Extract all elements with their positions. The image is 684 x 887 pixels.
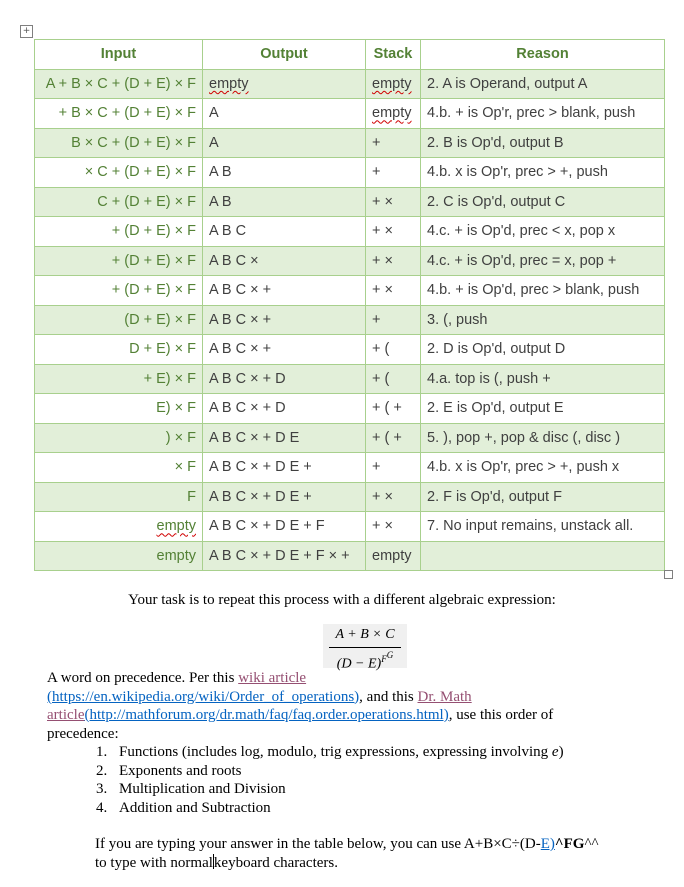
input-cell-text: A + B × C + (D + E) × F	[45, 75, 196, 92]
input-cell[interactable]	[35, 541, 203, 571]
typing-note-line2b: keyboard characters.	[213, 854, 339, 871]
drmath-link-article[interactable]: article	[47, 707, 85, 723]
stack-cell-text: + ( +	[372, 429, 402, 446]
table-row	[35, 276, 665, 306]
input-cell-text: (D + E) × F	[124, 311, 196, 328]
header-input: Input	[35, 40, 203, 70]
typing-note-caret: ^FG^^	[554, 836, 599, 852]
stack-cell-text: +	[372, 134, 381, 151]
table-resize-handle[interactable]	[664, 570, 673, 579]
reason-cell-text: 2. E is Op'd, output E	[427, 400, 564, 417]
reason-cell-text: 2. C is Op'd, output C	[427, 193, 566, 210]
drmath-url-link[interactable]: (http://mathforum.org/dr.math/faq/faq.order.operations.html)	[84, 707, 449, 723]
table-move-handle[interactable]: +	[20, 25, 33, 38]
output-cell-text: A	[209, 134, 219, 151]
reason-cell[interactable]	[421, 394, 665, 424]
table-row	[35, 99, 665, 129]
input-cell[interactable]	[35, 99, 203, 129]
stack-cell-text: empty	[372, 75, 412, 92]
output-cell[interactable]	[203, 99, 366, 129]
output-cell[interactable]	[203, 69, 366, 99]
input-cell-text: ) × F	[165, 429, 196, 446]
table-row	[35, 158, 665, 188]
output-cell-text: A B	[209, 164, 232, 181]
reason-cell-text: 4.b. + is Op'd, prec > blank, push	[427, 282, 640, 299]
typing-note	[95, 835, 599, 872]
table-row	[35, 246, 665, 276]
conversion-table	[34, 39, 665, 571]
table-row	[35, 394, 665, 424]
table-row	[35, 335, 665, 365]
list-suffix: )	[558, 744, 564, 760]
input-cell[interactable]	[35, 335, 203, 365]
input-cell-text: + (D + E) × F	[111, 252, 196, 269]
output-cell[interactable]	[203, 364, 366, 394]
input-cell-text: empty	[156, 547, 196, 564]
stack-cell[interactable]	[366, 541, 421, 571]
input-cell-text: + (D + E) × F	[111, 282, 196, 299]
output-cell[interactable]	[203, 453, 366, 483]
output-cell-text: A B C	[209, 223, 247, 240]
stack-cell[interactable]	[366, 187, 421, 217]
para-mid: , and this	[359, 688, 418, 705]
output-cell-text: A B C × + D E	[209, 429, 300, 446]
precedence-list	[96, 743, 564, 817]
typing-note-line2a: to type with normal	[95, 854, 213, 871]
stack-cell[interactable]	[366, 276, 421, 306]
reason-cell-text: 5. ), pop +, pop & disc (, disc )	[427, 429, 621, 446]
para-outro: , use this order of precedence:	[47, 707, 554, 742]
typing-note-underlined: E)	[540, 836, 555, 852]
input-cell[interactable]	[35, 187, 203, 217]
formula-denominator: (D − E)	[336, 656, 382, 672]
reason-cell-text: 2. D is Op'd, output D	[427, 341, 566, 358]
input-cell[interactable]	[35, 453, 203, 483]
stack-cell-text: + ( +	[372, 400, 402, 417]
reason-cell[interactable]	[421, 541, 665, 571]
output-cell[interactable]	[203, 423, 366, 453]
output-cell[interactable]	[203, 276, 366, 306]
output-cell-text: A B C × + D	[209, 400, 286, 417]
typing-note-text: If you are typing your answer in the table below, you can use A+B×C÷(D-	[95, 836, 541, 852]
output-cell[interactable]	[203, 187, 366, 217]
reason-cell[interactable]	[421, 187, 665, 217]
table-row	[35, 69, 665, 99]
list-text: Addition and Subtraction	[119, 799, 271, 816]
output-cell-text: A B C × + D E + F	[209, 518, 325, 535]
output-cell-text: A B C × + D E + F × +	[209, 547, 350, 564]
precedence-item	[96, 799, 564, 818]
output-cell-text: A B C ×	[209, 252, 259, 269]
output-cell[interactable]	[203, 482, 366, 512]
stack-cell[interactable]	[366, 69, 421, 99]
stack-cell[interactable]	[366, 99, 421, 129]
table-row	[35, 423, 665, 453]
stack-cell-text: + ×	[372, 193, 393, 210]
para-intro: A word on precedence. Per this	[47, 670, 239, 686]
reason-cell[interactable]	[421, 482, 665, 512]
reason-cell-text: 4.b. + is Op'r, prec > blank, push	[427, 105, 636, 122]
table-row	[35, 217, 665, 247]
table-row	[35, 482, 665, 512]
table-row	[35, 453, 665, 483]
stack-cell[interactable]	[366, 482, 421, 512]
reason-cell-text: 4.a. top is (, push +	[427, 370, 551, 387]
header-reason: Reason	[421, 40, 665, 70]
table-row	[35, 128, 665, 158]
output-cell[interactable]	[203, 394, 366, 424]
input-cell[interactable]	[35, 423, 203, 453]
stack-cell[interactable]	[366, 217, 421, 247]
input-cell[interactable]	[35, 364, 203, 394]
reason-cell[interactable]	[421, 276, 665, 306]
output-cell[interactable]	[203, 335, 366, 365]
reason-cell-text: 2. F is Op'd, output F	[427, 488, 562, 505]
table-row	[35, 512, 665, 542]
reason-cell-text: 4.b. x is Op'r, prec > +, push	[427, 164, 608, 181]
input-cell[interactable]	[35, 305, 203, 335]
reason-cell[interactable]	[421, 512, 665, 542]
output-cell[interactable]	[203, 246, 366, 276]
reason-cell[interactable]	[421, 246, 665, 276]
list-number: 1.	[96, 744, 108, 760]
input-cell-text: E) × F	[156, 400, 196, 417]
formula-exponent: F	[381, 654, 387, 664]
reason-cell[interactable]	[421, 128, 665, 158]
stack-cell[interactable]	[366, 246, 421, 276]
list-number: 2.	[96, 762, 108, 779]
output-cell[interactable]	[203, 217, 366, 247]
stack-cell-text: +	[372, 311, 381, 328]
input-cell-text: B × C + (D + E) × F	[71, 134, 196, 151]
input-cell[interactable]	[35, 246, 203, 276]
output-cell[interactable]	[203, 305, 366, 335]
stack-cell-text: + (	[372, 370, 390, 387]
reason-cell[interactable]	[421, 158, 665, 188]
reason-cell-text: 4.c. + is Op'd, prec = x, pop +	[427, 252, 617, 269]
stack-cell-text: + ×	[372, 223, 393, 240]
wiki-link[interactable]: wiki article	[238, 670, 307, 686]
fraction-bar	[329, 647, 401, 648]
reason-cell-text: 7. No input remains, unstack all.	[427, 518, 634, 535]
precedence-item	[96, 780, 564, 799]
reason-cell[interactable]	[421, 335, 665, 365]
stack-cell[interactable]	[366, 423, 421, 453]
reason-cell-text: 4.b. x is Op'r, prec > +, push x	[427, 459, 620, 476]
stack-cell[interactable]	[366, 305, 421, 335]
precedence-paragraph	[47, 669, 627, 743]
reason-cell[interactable]	[421, 69, 665, 99]
output-cell-text: A	[209, 105, 219, 122]
output-cell-text: A B C × + D E +	[209, 459, 312, 476]
output-cell[interactable]	[203, 541, 366, 571]
input-cell-text: × C + (D + E) × F	[84, 164, 196, 181]
input-cell[interactable]	[35, 217, 203, 247]
stack-cell[interactable]	[366, 364, 421, 394]
reason-cell[interactable]	[421, 305, 665, 335]
input-cell[interactable]	[35, 276, 203, 306]
table-row	[35, 364, 665, 394]
stack-cell-text: empty	[372, 547, 412, 564]
output-cell-text: A B C × +	[209, 311, 272, 328]
wiki-url-link[interactable]: (https://en.wikipedia.org/wiki/Order_of_operations)	[47, 688, 360, 705]
stack-cell-text: + (	[372, 341, 390, 358]
output-cell-text: A B C × +	[209, 282, 272, 299]
reason-cell-text: 4.c. + is Op'd, prec < x, pop x	[427, 223, 616, 240]
stack-cell-text: +	[372, 459, 381, 476]
stack-cell[interactable]	[366, 394, 421, 424]
precedence-item	[96, 762, 564, 781]
header-stack: Stack	[366, 40, 421, 70]
list-number: 3.	[96, 781, 108, 797]
task-text: Your task is to repeat this process with a different algebraic expression:	[128, 592, 556, 608]
output-cell[interactable]	[203, 512, 366, 542]
input-cell[interactable]	[35, 128, 203, 158]
list-number: 4.	[96, 799, 108, 816]
formula-numerator: A + B × C	[335, 627, 395, 642]
stack-cell-text: empty	[372, 105, 412, 122]
stack-cell-text: + ×	[372, 518, 393, 535]
input-cell-text: C + (D + E) × F	[97, 193, 196, 210]
header-output: Output	[203, 40, 366, 70]
equation-box[interactable]	[323, 624, 407, 672]
list-text: Functions (includes log, modulo, trig expressions, expressing involving	[119, 744, 552, 760]
input-cell[interactable]	[35, 482, 203, 512]
table-row	[35, 305, 665, 335]
table-header-row	[35, 40, 665, 70]
list-text: Multiplication and Division	[119, 781, 286, 797]
list-var: e	[551, 744, 559, 760]
stack-cell[interactable]	[366, 512, 421, 542]
table-row	[35, 541, 665, 571]
input-cell[interactable]	[35, 69, 203, 99]
input-cell-text: empty	[156, 518, 196, 535]
input-cell[interactable]	[35, 158, 203, 188]
stack-cell-text: + ×	[372, 488, 393, 505]
reason-cell[interactable]	[421, 453, 665, 483]
input-cell-text: + (D + E) × F	[111, 223, 196, 240]
input-cell-text: × F	[174, 459, 196, 476]
reason-cell[interactable]	[421, 364, 665, 394]
reason-cell-text: 2. B is Op'd, output B	[427, 134, 564, 151]
stack-cell[interactable]	[366, 158, 421, 188]
reason-cell[interactable]	[421, 423, 665, 453]
precedence-item	[96, 743, 564, 762]
input-cell-text: F	[187, 488, 196, 505]
output-cell-text: A B	[209, 193, 232, 210]
input-cell-text: + B × C + (D + E) × F	[58, 105, 196, 122]
formula-exponent2: G	[386, 650, 394, 660]
stack-cell[interactable]	[366, 335, 421, 365]
stack-cell[interactable]	[366, 453, 421, 483]
stack-cell[interactable]	[366, 128, 421, 158]
output-cell-text: empty	[209, 75, 249, 92]
reason-cell[interactable]	[421, 99, 665, 129]
input-cell[interactable]	[35, 394, 203, 424]
input-cell-text: D + E) × F	[129, 341, 196, 358]
drmath-link[interactable]: Dr. Math	[417, 688, 472, 705]
stack-cell-text: + ×	[372, 282, 393, 299]
reason-cell-text: 3. (, push	[427, 311, 488, 328]
reason-cell[interactable]	[421, 217, 665, 247]
input-cell-text: + E) × F	[143, 370, 196, 387]
input-cell[interactable]	[35, 512, 203, 542]
output-cell-text: A B C × +	[209, 341, 272, 358]
output-cell[interactable]	[203, 158, 366, 188]
reason-cell-text: 2. A is Operand, output A	[427, 75, 588, 92]
stack-cell-text: +	[372, 164, 381, 181]
output-cell[interactable]	[203, 128, 366, 158]
stack-cell-text: + ×	[372, 252, 393, 269]
table-row	[35, 187, 665, 217]
output-cell-text: A B C × + D E +	[209, 488, 312, 505]
output-cell-text: A B C × + D	[209, 370, 286, 387]
list-text: Exponents and roots	[119, 762, 242, 779]
